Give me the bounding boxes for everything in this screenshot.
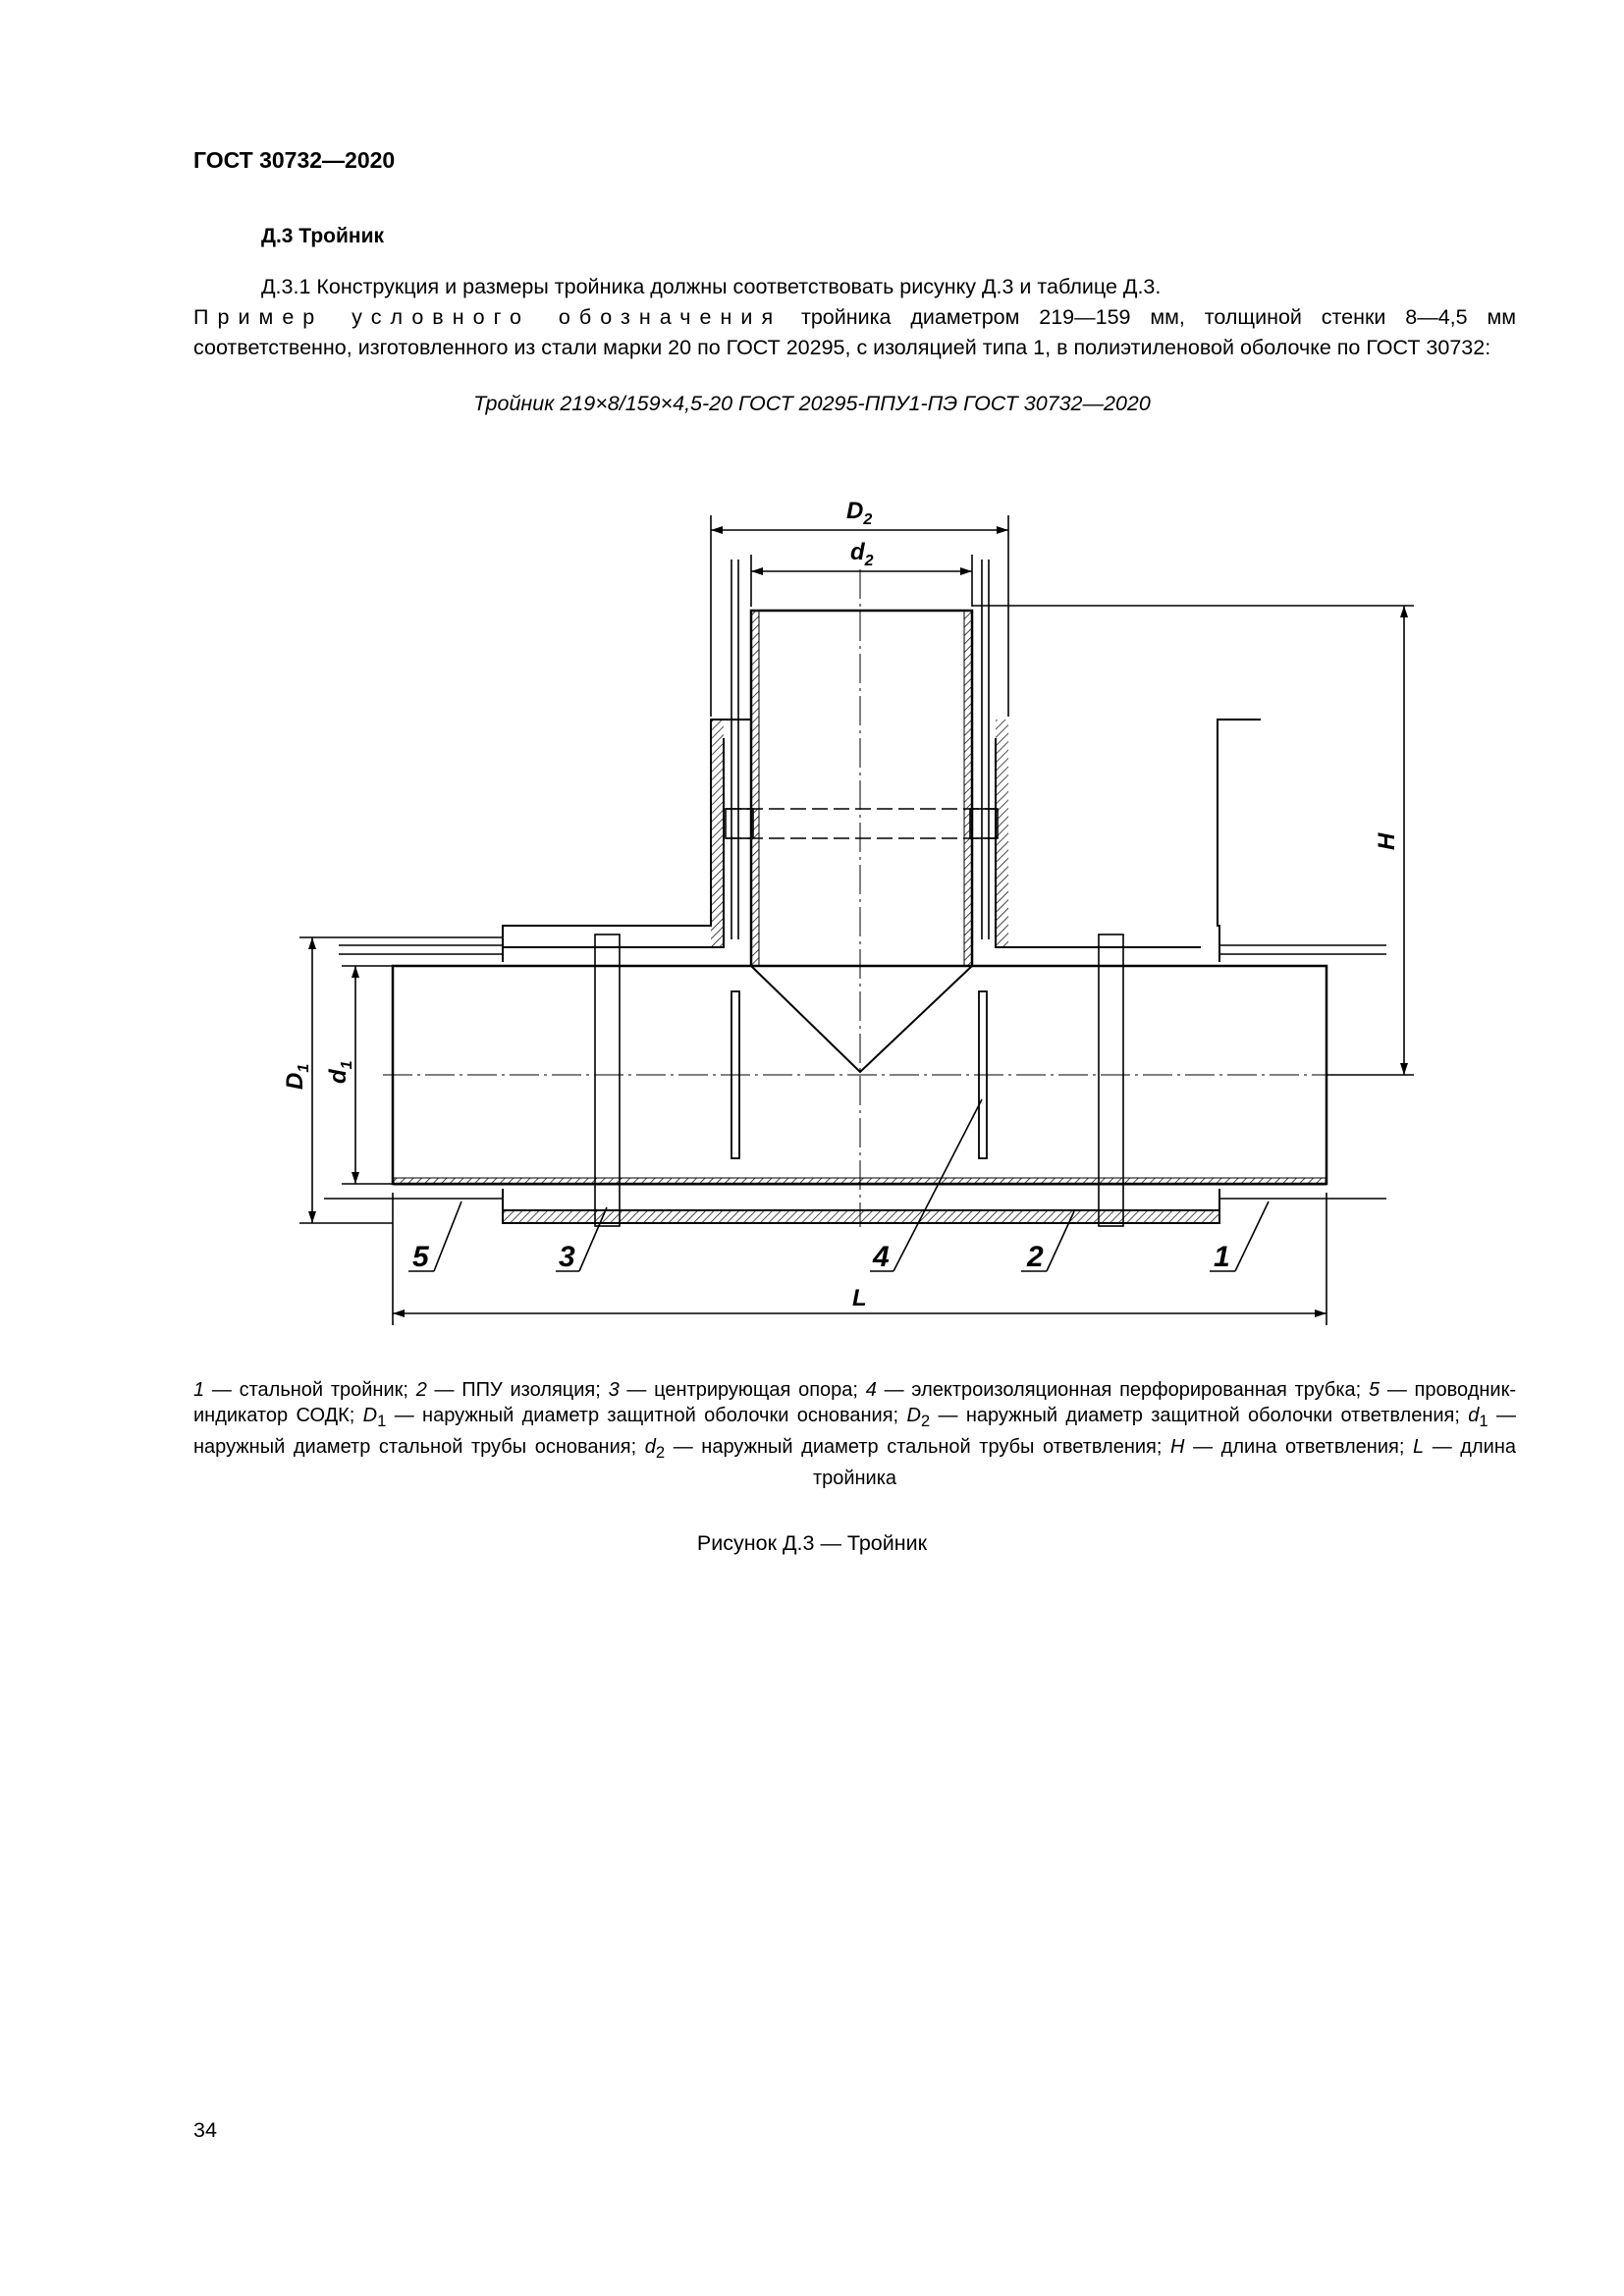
dim-H-label: H [1374,832,1400,850]
callout-1: 1 [1214,1241,1230,1273]
example-label: Пример условного обозначения [193,305,783,329]
figure-legend: 1 — стальной тройник; 2 — ППУ изоляция; 3 — центрирующая опора; 4 — электроизоляционная перфорированная трубка; 5 — проводник-индикатор СОДК; $D_1$ — наружный диаметр защитной оболочки основания; $D_2$ — наружный диаметр защитной оболочки ответвления; $d_1$ — наружный диаметр стальной трубы основания; $d_2$ — наружный диаметр стальной трубы ответвления; H — длина ответвления; L — длина тройника [193,1379,1517,1489]
dim-L-label: L [852,1285,867,1311]
callout-3: 3 [559,1241,575,1273]
dim-D2-label: $D_2$ [846,498,873,528]
example-text: тройника диаметром 219—159 мм, толщиной стенки 8—4,5 мм соответственно, изготовленного из стали марки 20 по ГОСТ 20295, с изоляцией типа 1, в полиэтиленовой оболочке по ГОСТ 30732: [193,305,1517,359]
callout-numbers [412,1241,1230,1273]
dim-d2-label: $d_2$ [850,539,874,569]
document-header: ГОСТ 30732—2020 [193,147,396,173]
callout-5: 5 [412,1241,429,1273]
dim-D1-label: $D_1$ [282,1063,312,1090]
paragraph-d31: Д.3.1 Конструкция и размеры тройника должны соответствовать рисунку Д.3 и таблице Д.3. [261,275,1162,298]
section-heading: Д.3 Тройник [261,225,385,247]
page-number: 34 [193,2118,217,2142]
figure-caption: Рисунок Д.3 — Тройник [696,1531,928,1555]
designation-example: Тройник 219×8/159×4,5-20 ГОСТ 20295-ППУ1-ПЭ ГОСТ 30732—2020 [473,392,1151,415]
dim-d1-label: $d_1$ [325,1060,355,1084]
callout-2: 2 [1027,1241,1044,1273]
callout-4: 4 [873,1241,890,1273]
